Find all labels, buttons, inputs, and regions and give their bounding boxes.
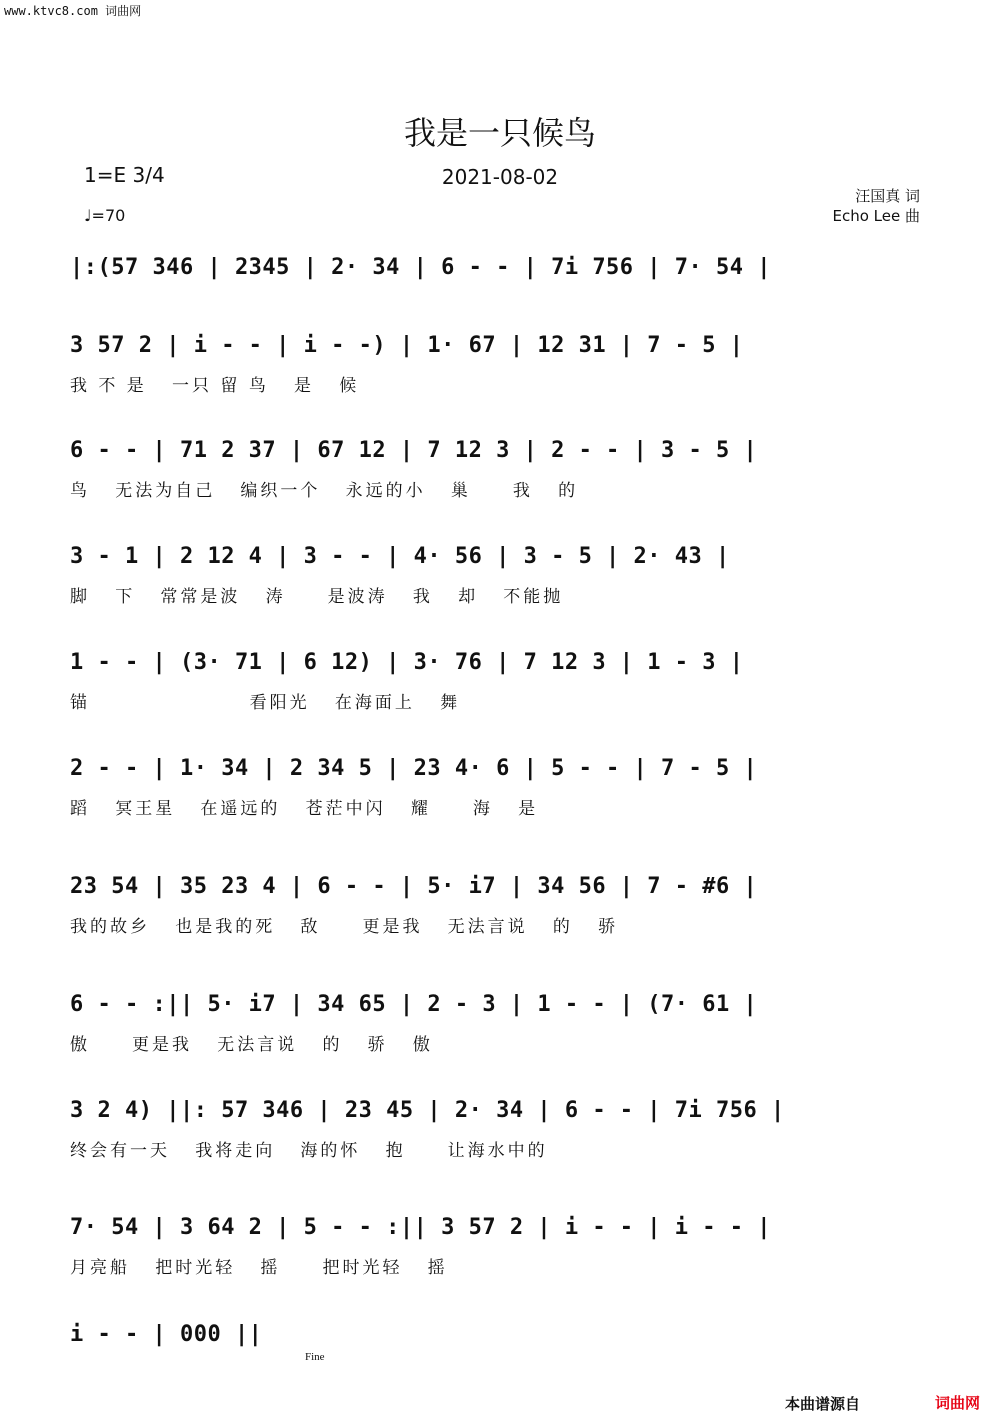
lyricist: 汪国真 词: [855, 187, 920, 205]
score-lyrics: 我的故乡 也是我的死 敌 更是我 无法言说 的 骄: [70, 917, 619, 937]
score-lyrics: 我 不 是 一只 留 鸟 是 候: [70, 376, 360, 396]
score-notes: 6 - - | 71 2 37 | 67 12 | 7 12 3 | 2 - - | 3 - 5 |: [70, 438, 758, 463]
score-line: [70, 992, 930, 1072]
score-notes: 1 - - | (3· 71 | 6 12) | 3· 76 | 7 12 3 | 1 - 3 |: [70, 650, 744, 675]
score-notes: 23 54 | 35 23 4 | 6 - - | 5· i7 | 34 56 | 7 - #6 |: [70, 874, 758, 899]
score-line: [70, 255, 930, 335]
tempo-value: =70: [91, 206, 126, 225]
score-notes: |:(57 346 | 2345 | 2· 34 | 6 - - | 7i 756 | 7· 54 |: [70, 255, 772, 280]
score-notes: 3 2 4) ||: 57 346 | 23 45 | 2· 34 | 6 - - | 7i 756 |: [70, 1098, 785, 1123]
score-notes: 3 - 1 | 2 12 4 | 3 - - | 4· 56 | 3 - 5 | 2· 43 |: [70, 544, 730, 569]
quarter-note-icon: ♩: [84, 206, 92, 225]
score-line: [70, 438, 930, 518]
site-watermark: www.ktvc8.com 词曲网: [4, 4, 142, 18]
score-line: [70, 333, 930, 413]
score-notes: i - - | 000 ||: [70, 1322, 263, 1347]
score-lyrics: 月亮船 把时光轻 摇 把时光轻 摇: [70, 1258, 448, 1278]
score-line: [70, 756, 930, 836]
composer: Echo Lee 曲: [832, 207, 920, 225]
score-notes: 3 57 2 | i - - | i - -) | 1· 67 | 12 31 | 7 - 5 |: [70, 333, 744, 358]
footer-source: 本曲谱源自: [785, 1395, 861, 1413]
key-signature: 1=E 3/4: [84, 163, 165, 187]
score-line: [70, 650, 930, 730]
score-lyrics: 蹈 冥王星 在遥远的 苍茫中闪 耀 海 是: [70, 799, 539, 819]
score-lyrics: 终会有一天 我将走向 海的怀 抱 让海水中的: [70, 1141, 548, 1161]
footer-site: 词曲网: [935, 1394, 981, 1412]
score-notes: 2 - - | 1· 34 | 2 34 5 | 23 4· 6 | 5 - - | 7 - 5 |: [70, 756, 758, 781]
score-lyrics: 锚 看阳光 在海面上 舞: [70, 693, 461, 713]
score-line: [70, 874, 930, 954]
song-date: 2021-08-02: [441, 165, 559, 189]
score-notes: 6 - - :|| 5· i7 | 34 65 | 2 - 3 | 1 - - | (7· 61 |: [70, 992, 758, 1017]
score-lyrics: 傲 更是我 无法言说 的 骄 傲: [70, 1035, 433, 1055]
score-line: [70, 1322, 930, 1402]
score-lyrics: 脚 下 常常是波 涛 是波涛 我 却 不能抛: [70, 587, 564, 607]
fine-marking: Fine: [305, 1351, 325, 1363]
score-line: [70, 544, 930, 624]
song-title: 我是一只候鸟: [403, 114, 596, 152]
score-line: [70, 1215, 930, 1295]
score-line: [70, 1098, 930, 1178]
score-lyrics: 鸟 无法为自己 编织一个 永远的小 巢 我 的: [70, 481, 579, 501]
score-notes: 7· 54 | 3 64 2 | 5 - - :|| 3 57 2 | i - - | i - - |: [70, 1215, 772, 1240]
